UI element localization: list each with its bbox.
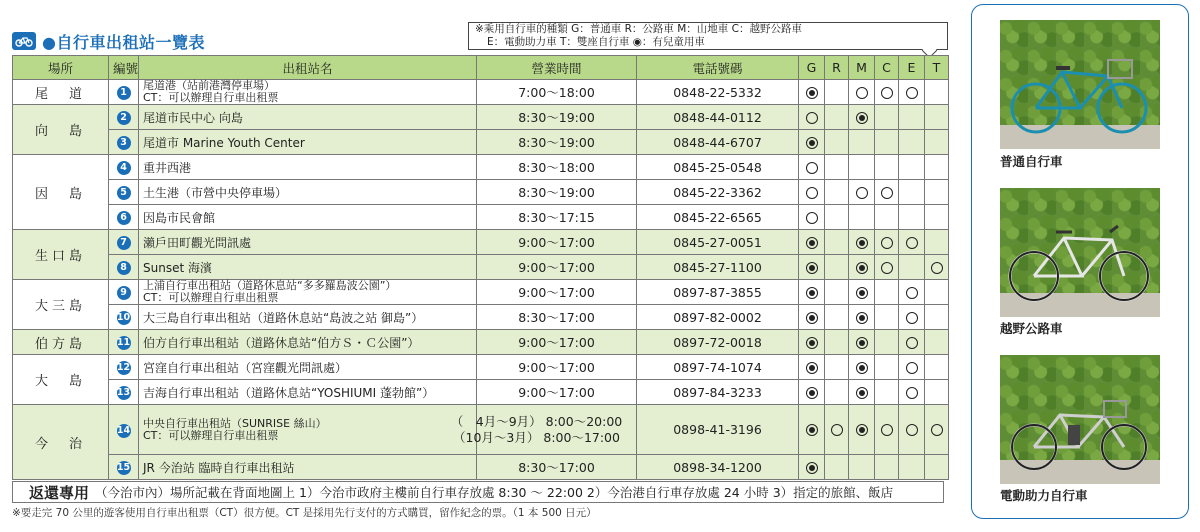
station-name-cell: 土生港（市營中央停車場） <box>139 180 477 205</box>
station-number-cell <box>109 330 139 355</box>
available-with-kids-icon <box>856 262 868 274</box>
table-row <box>13 105 949 130</box>
station-number-cell <box>109 180 139 205</box>
legend-line-1: ※乘用自行車的種類 G：普通車 R：公路車 M：山地車 C：越野公路車 <box>475 23 802 35</box>
station-name-cell: 重井西港 <box>139 155 477 180</box>
bike-type-cell <box>925 380 949 405</box>
phone-cell: 0897-74-1074 <box>637 355 799 380</box>
place-cell: 大三島 <box>13 280 109 330</box>
available-with-kids-icon <box>806 287 818 299</box>
bike-type-cell <box>899 180 925 205</box>
hours-cell: 9:00〜17:00 <box>477 380 637 405</box>
table-row <box>13 205 949 230</box>
bike-type-cell <box>899 405 925 455</box>
table-row <box>13 405 949 455</box>
hours-cell: 9:00〜17:00 <box>477 255 637 280</box>
station-number-badge: 10 <box>116 312 131 323</box>
bike-type-cell <box>825 330 849 355</box>
table-row <box>13 305 949 330</box>
station-name-cell <box>139 405 477 455</box>
bike-type-cell <box>849 330 875 355</box>
station-name-cell: 瀨戶田町觀光問訊處 <box>139 230 477 255</box>
bike-type-cell <box>849 455 875 480</box>
bike-type-cell <box>899 255 925 280</box>
bike-type-cell <box>825 80 849 105</box>
station-number-badge: 14 <box>116 424 131 436</box>
bike-type-cell <box>849 105 875 130</box>
title-row <box>12 30 205 52</box>
rental-station-table <box>12 55 949 480</box>
hours-cell: 8:30〜19:00 <box>477 130 637 155</box>
station-number-badge: 9 <box>117 286 131 300</box>
station-number-badge: 6 <box>117 211 131 225</box>
photo-caption-2: 越野公路車 <box>1000 321 1063 336</box>
available-icon <box>881 187 893 199</box>
available-with-kids-icon <box>806 337 818 349</box>
bike-type-cell <box>799 80 825 105</box>
available-icon <box>806 187 818 199</box>
bike-type-cell <box>899 230 925 255</box>
bike-type-cell <box>825 255 849 280</box>
footnote: ※要走完 70 公里的遊客使用自行車出租票（CT）很方便。CT 是採用先行支付的方式購買，留作紀念的票。（1 本 500 日元） <box>12 507 597 519</box>
bike-type-cell <box>799 255 825 280</box>
station-number-cell <box>109 155 139 180</box>
bike-type-cell <box>875 205 899 230</box>
phone-cell: 0845-22-3362 <box>637 180 799 205</box>
bike-type-cell <box>825 380 849 405</box>
return-only-row <box>12 481 944 503</box>
available-icon <box>906 424 918 436</box>
hours-cell: 9:00〜17:00 <box>477 330 637 355</box>
available-with-kids-icon <box>856 112 868 124</box>
bike-type-cell <box>899 280 925 305</box>
bike-type-cell <box>799 105 825 130</box>
bike-type-cell <box>849 80 875 105</box>
station-number-badge: 5 <box>117 186 131 200</box>
place-cell: 今 治 <box>13 405 109 480</box>
station-number-cell <box>109 280 139 305</box>
phone-cell: 0848-44-0112 <box>637 105 799 130</box>
station-number-cell <box>109 355 139 380</box>
col-header-hours: 營業時間 <box>477 56 637 80</box>
bike-type-cell <box>849 405 875 455</box>
col-header-e: E <box>899 56 925 80</box>
bike-type-cell <box>925 180 949 205</box>
phone-cell: 0898-34-1200 <box>637 455 799 480</box>
station-name-cell: 伯方自行車出租站（道路休息站“伯方Ｓ・Ｃ公園”） <box>139 330 477 355</box>
station-name: 中央自行車出租站（SUNRISE 絲山） <box>143 416 327 430</box>
table-row <box>13 155 949 180</box>
col-header-g: G <box>799 56 825 80</box>
station-name-cell: JR 今治站 臨時自行車出租站 <box>139 455 477 480</box>
station-number-badge: 3 <box>117 136 131 150</box>
bike-type-cell <box>799 405 825 455</box>
available-with-kids-icon <box>856 312 868 324</box>
phone-cell: 0897-82-0002 <box>637 305 799 330</box>
station-number-cell <box>109 130 139 155</box>
bike-type-cell <box>799 205 825 230</box>
col-header-c: C <box>875 56 899 80</box>
phone-cell: 0845-22-6565 <box>637 205 799 230</box>
station-number-badge: 7 <box>117 236 131 250</box>
available-icon <box>931 262 943 274</box>
station-name-cell: 尾道市民中心 向島 <box>139 105 477 130</box>
bike-type-cell <box>875 455 899 480</box>
bike-type-cell <box>875 155 899 180</box>
station-name: 尾道港（站前港灣停車場） <box>143 79 275 92</box>
bike-type-cell <box>925 230 949 255</box>
bike-type-cell <box>825 155 849 180</box>
available-icon <box>906 87 918 99</box>
bike-type-cell <box>825 305 849 330</box>
available-with-kids-icon <box>856 387 868 399</box>
place-cell: 生口島 <box>13 230 109 280</box>
table-row <box>13 380 949 405</box>
station-name-cell: Sunset 海濱 <box>139 255 477 280</box>
table-header-row <box>13 56 949 80</box>
table-row <box>13 255 949 280</box>
bike-type-cell <box>799 155 825 180</box>
available-icon <box>806 162 818 174</box>
phone-cell: 0848-22-5332 <box>637 80 799 105</box>
place-cell: 大 島 <box>13 355 109 405</box>
hours-cell: 8:30〜17:15 <box>477 205 637 230</box>
bike-type-cell <box>925 80 949 105</box>
bike-type-cell <box>925 405 949 455</box>
bike-type-cell <box>875 355 899 380</box>
hours-value: 8:00〜20:00 <box>545 413 623 429</box>
hours-season-label: （10月〜3月） <box>453 429 540 445</box>
available-with-kids-icon <box>856 362 868 374</box>
available-with-kids-icon <box>806 137 818 149</box>
table-row <box>13 330 949 355</box>
electric-bicycle-photo <box>1000 355 1160 484</box>
available-icon <box>906 387 918 399</box>
bike-type-cell <box>849 255 875 280</box>
photo-caption-3: 電動助力自行車 <box>1000 488 1088 503</box>
hours-cell: 9:00〜17:00 <box>477 280 637 305</box>
available-icon <box>906 337 918 349</box>
bike-photo-panel <box>971 4 1189 519</box>
hours-cell: 9:00〜17:00 <box>477 355 637 380</box>
available-icon <box>906 362 918 374</box>
available-with-kids-icon <box>806 237 818 249</box>
available-icon <box>856 187 868 199</box>
bike-type-cell <box>799 130 825 155</box>
available-with-kids-icon <box>806 424 818 436</box>
available-icon <box>881 87 893 99</box>
station-number-badge: 1 <box>117 86 131 100</box>
bike-type-cell <box>899 380 925 405</box>
available-with-kids-icon <box>806 387 818 399</box>
table-row <box>13 180 949 205</box>
available-icon <box>906 237 918 249</box>
bike-type-cell <box>849 205 875 230</box>
hours-cell: 8:30〜19:00 <box>477 105 637 130</box>
available-icon <box>806 212 818 224</box>
bike-type-cell <box>799 380 825 405</box>
bike-type-cell <box>825 180 849 205</box>
available-icon <box>831 424 843 436</box>
table-row <box>13 280 949 305</box>
bike-type-cell <box>899 330 925 355</box>
bike-type-cell <box>925 130 949 155</box>
available-icon <box>881 237 893 249</box>
bicycle-icon <box>12 32 36 50</box>
bike-type-cell <box>925 205 949 230</box>
col-header-t: T <box>925 56 949 80</box>
bike-type-cell <box>849 230 875 255</box>
hours-cell: 8:30〜19:00 <box>477 180 637 205</box>
bike-type-cell <box>875 380 899 405</box>
bike-type-cell <box>875 305 899 330</box>
station-name-cell: 宮窪自行車出租站（宮窪觀光問訊處） <box>139 355 477 380</box>
bike-type-cell <box>875 230 899 255</box>
bike-type-cell <box>849 130 875 155</box>
available-icon <box>881 424 893 436</box>
bike-type-cell <box>799 355 825 380</box>
bike-type-cell <box>875 130 899 155</box>
bike-type-cell <box>875 280 899 305</box>
station-number-badge: 4 <box>117 161 131 175</box>
bike-type-cell <box>875 80 899 105</box>
station-number-cell <box>109 455 139 480</box>
bike-type-cell <box>825 280 849 305</box>
place-cell: 向 島 <box>13 105 109 155</box>
station-number-cell <box>109 255 139 280</box>
station-number-badge: 2 <box>117 111 131 125</box>
station-number-badge: 11 <box>116 337 131 348</box>
available-icon <box>856 87 868 99</box>
bike-type-cell <box>899 205 925 230</box>
place-cell: 因 島 <box>13 155 109 230</box>
station-number-cell <box>109 80 139 105</box>
bike-type-cell <box>875 105 899 130</box>
station-note: CT：可以辦理自行車出租票 <box>143 291 279 304</box>
bike-type-cell <box>849 280 875 305</box>
bike-type-cell <box>825 230 849 255</box>
bike-type-cell <box>799 330 825 355</box>
station-name-cell <box>139 280 477 305</box>
phone-cell: 0845-27-0051 <box>637 230 799 255</box>
bike-type-cell <box>925 280 949 305</box>
hours-cell <box>450 405 637 455</box>
phone-cell: 0897-84-3233 <box>637 380 799 405</box>
available-with-kids-icon <box>806 312 818 324</box>
bike-type-cell <box>825 405 849 455</box>
available-icon <box>906 312 918 324</box>
bike-type-cell <box>825 105 849 130</box>
bike-type-cell <box>899 130 925 155</box>
table-row <box>13 130 949 155</box>
phone-cell: 0845-27-1100 <box>637 255 799 280</box>
station-name-cell: 因島市民會館 <box>139 205 477 230</box>
bike-type-cell <box>825 455 849 480</box>
station-name-cell <box>139 80 477 105</box>
bike-type-cell <box>849 305 875 330</box>
col-header-m: M <box>849 56 875 80</box>
phone-cell: 0845-25-0548 <box>637 155 799 180</box>
place-cell: 尾 道 <box>13 80 109 105</box>
available-icon <box>881 262 893 274</box>
bike-type-cell <box>899 355 925 380</box>
bike-type-cell <box>799 230 825 255</box>
place-cell: 伯方島 <box>13 330 109 355</box>
station-number-badge: 12 <box>116 362 131 373</box>
bike-type-cell <box>849 355 875 380</box>
table-row <box>13 355 949 380</box>
station-number-cell <box>109 405 139 455</box>
bike-type-cell <box>899 155 925 180</box>
station-number-cell <box>109 230 139 255</box>
col-header-phone: 電話號碼 <box>637 56 799 80</box>
bike-type-cell <box>875 180 899 205</box>
bike-type-cell <box>799 280 825 305</box>
bike-type-cell <box>925 355 949 380</box>
bike-type-cell <box>875 330 899 355</box>
return-text: （今治市內）場所記載在背面地圖上 1）今治市政府主樓前自行車存放處 8:30 〜 22:00 2）今治港自行車存放處 24 小時 3）指定的旅館、飯店 <box>95 485 894 500</box>
station-number-badge: 8 <box>117 261 131 275</box>
hours-value: 8:00〜17:00 <box>543 429 620 445</box>
phone-cell: 0897-72-0018 <box>637 330 799 355</box>
bike-type-cell <box>799 180 825 205</box>
bike-type-cell <box>899 105 925 130</box>
available-icon <box>906 287 918 299</box>
col-header-r: R <box>825 56 849 80</box>
available-with-kids-icon <box>806 87 818 99</box>
available-with-kids-icon <box>856 237 868 249</box>
bike-type-cell <box>825 355 849 380</box>
bike-type-cell <box>925 155 949 180</box>
bike-type-cell <box>875 405 899 455</box>
bike-type-cell <box>925 105 949 130</box>
station-note: CT：可以辦理自行車出租票 <box>143 428 279 442</box>
bike-type-legend <box>468 22 948 50</box>
available-icon <box>806 112 818 124</box>
bike-type-cell <box>849 155 875 180</box>
station-number-cell <box>109 205 139 230</box>
station-name-cell: 吉海自行車出租站（道路休息站“YOSHIUMI 蓬勃館”） <box>139 380 477 405</box>
bike-type-cell <box>799 305 825 330</box>
crossbike-photo <box>1000 188 1160 317</box>
phone-cell: 0897-87-3855 <box>637 280 799 305</box>
bike-type-cell <box>899 305 925 330</box>
bike-type-cell <box>825 205 849 230</box>
hours-cell: 8:30〜18:00 <box>477 155 637 180</box>
bike-type-cell <box>899 80 925 105</box>
phone-cell: 0848-44-6707 <box>637 130 799 155</box>
available-with-kids-icon <box>806 362 818 374</box>
hours-season-label: （ 4月〜9月） <box>450 413 542 429</box>
phone-cell: 0898-41-3196 <box>637 405 799 455</box>
bike-type-cell <box>849 180 875 205</box>
bike-type-cell <box>925 255 949 280</box>
return-label: 返還專用 <box>29 483 90 502</box>
station-number-cell <box>109 105 139 130</box>
table-row <box>13 455 949 480</box>
available-with-kids-icon <box>856 424 868 436</box>
available-with-kids-icon <box>806 462 818 474</box>
station-number-badge: 15 <box>116 462 131 473</box>
station-number-badge: 13 <box>116 387 131 398</box>
legend-line-2: E：電動助力車 T：雙座自行車 ◉：有兒童用車 <box>487 36 705 48</box>
station-note: CT：可以辦理自行車出租票 <box>143 91 279 104</box>
bike-type-cell <box>825 130 849 155</box>
table-row <box>13 80 949 105</box>
page-title: ●自行車出租站一覽表 <box>42 32 205 52</box>
table-row <box>13 230 949 255</box>
hours-cell: 8:30〜17:00 <box>477 455 637 480</box>
station-number-cell <box>109 305 139 330</box>
hours-cell: 8:30〜17:00 <box>477 305 637 330</box>
available-icon <box>931 424 943 436</box>
available-with-kids-icon <box>806 262 818 274</box>
station-number-cell <box>109 380 139 405</box>
city-bicycle-photo <box>1000 20 1160 149</box>
hours-cell: 7:00〜18:00 <box>477 80 637 105</box>
photo-caption-1: 普通自行車 <box>1000 154 1063 169</box>
bike-type-cell <box>925 305 949 330</box>
station-name: 上浦自行車出租站（道路休息站“多多羅島波公園”） <box>143 279 397 292</box>
station-name-cell: 尾道市 Marine Youth Center <box>139 130 477 155</box>
bike-type-cell <box>875 255 899 280</box>
bike-type-cell <box>925 330 949 355</box>
col-header-station: 出租站名 <box>139 56 477 80</box>
bike-type-cell <box>849 380 875 405</box>
col-header-place: 場所 <box>13 56 109 80</box>
col-header-number: 編號 <box>109 56 139 80</box>
hours-cell: 9:00〜17:00 <box>477 230 637 255</box>
bike-type-cell <box>899 455 925 480</box>
available-with-kids-icon <box>856 287 868 299</box>
station-name-cell: 大三島自行車出租站（道路休息站“島波之站 御島”） <box>139 305 477 330</box>
available-with-kids-icon <box>856 337 868 349</box>
bike-type-cell <box>799 455 825 480</box>
bike-type-cell <box>925 455 949 480</box>
